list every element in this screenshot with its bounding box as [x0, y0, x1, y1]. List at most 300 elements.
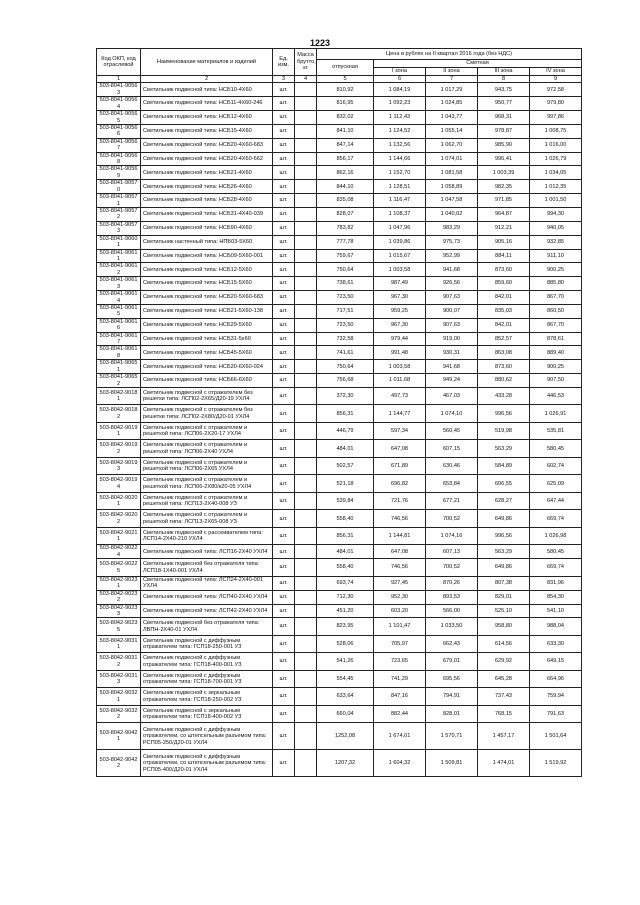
row-unit: шт. — [273, 576, 295, 590]
row-price: 889,40 — [530, 346, 582, 360]
row-unit: шт. — [273, 618, 295, 636]
row-unit: шт. — [273, 422, 295, 440]
row-price: 1 674,01 — [374, 723, 426, 750]
row-price: 1 074,01 — [426, 152, 478, 166]
row-name: Светильник подвесной с отражателем и решеткой типа: ЛСП13-2Х40-008 УЗ — [141, 492, 273, 510]
row-code: 503-8041-90618 — [97, 346, 141, 360]
row-price: 823,95 — [317, 618, 374, 636]
row-price: 1 033,50 — [426, 618, 478, 636]
table-row — [97, 235, 582, 249]
row-code: 503-8041-90615 — [97, 304, 141, 318]
row-price: 996,56 — [478, 527, 530, 545]
table-row — [97, 527, 582, 545]
row-unit: шт. — [273, 111, 295, 125]
row-code: 503-8042-90182 — [97, 405, 141, 423]
row-price: 519,98 — [478, 422, 530, 440]
row-price: 835,08 — [317, 194, 374, 208]
table-row — [97, 332, 582, 346]
row-price: 856,31 — [317, 527, 374, 545]
row-unit: шт. — [273, 291, 295, 305]
column-number-row — [97, 76, 582, 83]
row-price: 972,58 — [530, 83, 582, 97]
row-unit: шт. — [273, 360, 295, 374]
table-row — [97, 208, 582, 222]
table-row — [97, 180, 582, 194]
row-mass — [295, 360, 317, 374]
row-price: 647,08 — [374, 545, 426, 559]
row-unit: шт. — [273, 670, 295, 688]
row-price: 893,53 — [426, 590, 478, 604]
row-price: 497,73 — [374, 387, 426, 405]
row-price: 1 047,58 — [426, 194, 478, 208]
row-price: 558,40 — [317, 510, 374, 528]
row-unit: шт. — [273, 688, 295, 706]
row-price: 832,02 — [317, 111, 374, 125]
row-price: 560,45 — [426, 422, 478, 440]
table-row — [97, 111, 582, 125]
row-mass — [295, 97, 317, 111]
row-price: 882,44 — [374, 705, 426, 723]
row-unit: шт. — [273, 440, 295, 458]
row-name: Светильник подвесной с зеркальным отражателем типа: ГСП18-250-002 УЗ — [141, 688, 273, 706]
row-price: 996,56 — [478, 405, 530, 423]
row-code: 503-8042-90421 — [97, 723, 141, 750]
row-code: 503-8042-90322 — [97, 705, 141, 723]
row-name: Светильник подвесной с диффузным отражателем типа: ГСП18-250-001 УЗ — [141, 635, 273, 653]
row-code: 503-8041-90616 — [97, 318, 141, 332]
row-mass — [295, 475, 317, 493]
table-row — [97, 194, 582, 208]
column-number: 2 — [141, 76, 273, 83]
row-name: Светильник подвесной типа: ЛСП42-2Х40 УХЛ4 — [141, 604, 273, 618]
row-code: 503-8042-90224 — [97, 545, 141, 559]
row-price: 994,30 — [530, 208, 582, 222]
row-price: 525,10 — [478, 604, 530, 618]
row-price: 1 026,98 — [530, 527, 582, 545]
row-mass — [295, 510, 317, 528]
row-price: 1 519,92 — [530, 750, 582, 777]
row-price: 1 570,71 — [426, 723, 478, 750]
row-name: Светильник подвесной с отражателем и решеткой типа: ЛСП06-2Х65 УХЛ4 — [141, 457, 273, 475]
row-price: 967,30 — [374, 291, 426, 305]
row-unit: шт. — [273, 405, 295, 423]
row-price: 996,41 — [478, 152, 530, 166]
row-price: 1 501,64 — [530, 723, 582, 750]
header-zone-1: I зона — [374, 68, 426, 76]
row-price: 750,64 — [317, 360, 374, 374]
row-name: Светильник подвесной с отражателем и решеткой типа: ЛСП06-2Х40 УХЛ4 — [141, 440, 273, 458]
row-price: 856,31 — [317, 405, 374, 423]
row-mass — [295, 166, 317, 180]
row-price: 607,15 — [426, 440, 478, 458]
row-price: 541,26 — [317, 653, 374, 671]
row-price: 907,50 — [530, 374, 582, 388]
row-price: 979,44 — [374, 332, 426, 346]
row-price: 723,50 — [317, 291, 374, 305]
row-mass — [295, 492, 317, 510]
row-price: 859,60 — [478, 277, 530, 291]
row-name: Светильник подвесной с отражателем без решетки типа: ЛСП02-2Х65/Д20-19 УХЛ4 — [141, 387, 273, 405]
row-price: 1 016,00 — [530, 138, 582, 152]
row-price: 911,10 — [530, 249, 582, 263]
row-mass — [295, 604, 317, 618]
row-mass — [295, 291, 317, 305]
row-price: 1 101,47 — [374, 618, 426, 636]
row-price: 828,01 — [426, 705, 478, 723]
row-price: 900,25 — [530, 360, 582, 374]
row-unit: шт. — [273, 653, 295, 671]
table-row — [97, 440, 582, 458]
row-price: 433,28 — [478, 387, 530, 405]
row-price: 952,30 — [374, 590, 426, 604]
row-name: Светильник подвесной типа: НСБ20-5Х60-683 — [141, 291, 273, 305]
row-price: 750,64 — [317, 263, 374, 277]
row-mass — [295, 545, 317, 559]
header-name: Наименование материалов и изделий — [141, 49, 273, 76]
row-price: 971,85 — [478, 194, 530, 208]
row-price: 1 474,01 — [478, 750, 530, 777]
row-mass — [295, 235, 317, 249]
row-price: 1 108,37 — [374, 208, 426, 222]
row-mass — [295, 457, 317, 475]
row-name: Светильник подвесной с зеркальным отражателем типа: ГСП18-400-002 УЗ — [141, 705, 273, 723]
row-name: Светильник подвесной типа: НСБ26-4Х60 — [141, 180, 273, 194]
row-mass — [295, 590, 317, 604]
table-row — [97, 221, 582, 235]
row-mass — [295, 152, 317, 166]
row-code: 503-8042-90181 — [97, 387, 141, 405]
row-name: Светильник подвесной типа: НСБ28-4Х60 — [141, 194, 273, 208]
row-code: 503-8042-90313 — [97, 670, 141, 688]
row-price: 539,84 — [317, 492, 374, 510]
row-price: 927,45 — [374, 576, 426, 590]
row-unit: шт. — [273, 249, 295, 263]
row-mass — [295, 422, 317, 440]
row-code: 503-8041-90601 — [97, 235, 141, 249]
row-price: 558,40 — [317, 559, 374, 577]
row-price: 1 144,66 — [374, 152, 426, 166]
row-price: 671,89 — [374, 457, 426, 475]
row-mass — [295, 723, 317, 750]
row-unit: шт. — [273, 180, 295, 194]
row-price: 606,55 — [478, 475, 530, 493]
row-name: Светильник подвесной типа: НСБ90-4Х60 — [141, 221, 273, 235]
row-price: 528,06 — [317, 635, 374, 653]
row-price: 852,57 — [478, 332, 530, 346]
row-code: 503-8041-90566 — [97, 124, 141, 138]
row-code: 503-8041-90614 — [97, 291, 141, 305]
row-price: 1 144,81 — [374, 527, 426, 545]
row-price: 1 003,39 — [478, 166, 530, 180]
row-price: 1 081,58 — [426, 166, 478, 180]
column-number: 3 — [273, 76, 295, 83]
row-mass — [295, 750, 317, 777]
row-unit: шт. — [273, 304, 295, 318]
row-price: 1 112,43 — [374, 111, 426, 125]
table-row — [97, 618, 582, 636]
row-mass — [295, 263, 317, 277]
row-price: 633,64 — [317, 688, 374, 706]
row-price: 878,61 — [530, 332, 582, 346]
row-price: 580,45 — [530, 440, 582, 458]
row-mass — [295, 653, 317, 671]
row-price: 988,04 — [530, 618, 582, 636]
row-price: 919,00 — [426, 332, 478, 346]
row-price: 1 062,70 — [426, 138, 478, 152]
row-mass — [295, 618, 317, 636]
table-row — [97, 590, 582, 604]
row-mass — [295, 527, 317, 545]
row-price: 870,26 — [426, 576, 478, 590]
row-price: 987,49 — [374, 277, 426, 291]
column-number: 4 — [295, 76, 317, 83]
row-price: 941,68 — [426, 360, 478, 374]
row-name: Светильник подвесной с диффузным отражателем типа: ГСП18-400-001 УЗ — [141, 653, 273, 671]
header-mass: Масса брутто, кг — [295, 49, 317, 76]
header-zone-2: II зона — [426, 68, 478, 76]
row-price: 842,01 — [478, 318, 530, 332]
row-price: 885,80 — [530, 277, 582, 291]
row-mass — [295, 576, 317, 590]
row-mass — [295, 180, 317, 194]
row-price: 975,73 — [426, 235, 478, 249]
row-mass — [295, 111, 317, 125]
column-number: 8 — [478, 76, 530, 83]
row-unit: шт. — [273, 124, 295, 138]
row-name: Светильник подвесной с отражателем и решеткой типа: ЛСП06-2Х80/к20-05 УХЛ4 — [141, 475, 273, 493]
row-unit: шт. — [273, 166, 295, 180]
row-code: 503-8042-90233 — [97, 604, 141, 618]
table-row — [97, 83, 582, 97]
row-unit: шт. — [273, 705, 295, 723]
table-row — [97, 360, 582, 374]
row-price: 649,15 — [530, 653, 582, 671]
row-price: 810,92 — [317, 83, 374, 97]
row-name: Светильник подвесной типа: НСБ31-4Х40-039 — [141, 208, 273, 222]
row-price: 842,01 — [478, 291, 530, 305]
row-price: 959,25 — [374, 304, 426, 318]
row-price: 732,58 — [317, 332, 374, 346]
row-code: 503-8042-90193 — [97, 457, 141, 475]
row-price: 603,20 — [374, 604, 426, 618]
row-name: Светильник подвесной без отражателя типа: ЛСП18-1Х40-001 УХЛ4 — [141, 559, 273, 577]
row-unit: шт. — [273, 635, 295, 653]
price-table — [96, 48, 582, 777]
row-price: 997,86 — [530, 111, 582, 125]
row-price: 940,05 — [530, 221, 582, 235]
row-price: 1 024,85 — [426, 97, 478, 111]
row-unit: шт. — [273, 492, 295, 510]
row-price: 679,01 — [426, 653, 478, 671]
row-mass — [295, 688, 317, 706]
row-code: 503-8042-90312 — [97, 653, 141, 671]
row-price: 958,80 — [478, 618, 530, 636]
row-price: 873,60 — [478, 360, 530, 374]
row-price: 660,04 — [317, 705, 374, 723]
row-code: 503-8041-90617 — [97, 332, 141, 346]
row-unit: шт. — [273, 138, 295, 152]
row-code: 503-8041-90611 — [97, 249, 141, 263]
row-price: 991,48 — [374, 346, 426, 360]
row-unit: шт. — [273, 750, 295, 777]
row-price: 737,43 — [478, 688, 530, 706]
table-row — [97, 559, 582, 577]
row-price: 521,18 — [317, 475, 374, 493]
table-row — [97, 124, 582, 138]
row-name: Светильник подвесной с рассеивателем типа: ЛСП14-2Х40-210 УХЛ4 — [141, 527, 273, 545]
row-price: 1 015,67 — [374, 249, 426, 263]
row-price: 700,52 — [426, 510, 478, 528]
row-price: 1 084,19 — [374, 83, 426, 97]
row-price: 854,30 — [530, 590, 582, 604]
row-mass — [295, 318, 317, 332]
row-price: 1 012,35 — [530, 180, 582, 194]
row-name: Светильник подвесной с отражателем и решеткой типа: ЛСП06-2Х20-17 УХЛ4 — [141, 422, 273, 440]
row-price: 696,82 — [374, 475, 426, 493]
row-price: 723,65 — [374, 653, 426, 671]
column-number: 7 — [426, 76, 478, 83]
row-price: 597,34 — [374, 422, 426, 440]
row-code: 503-8042-90422 — [97, 750, 141, 777]
row-name: Светильник подвесной типа: НСБ10-4Х60 — [141, 83, 273, 97]
row-price: 1 058,89 — [426, 180, 478, 194]
row-mass — [295, 332, 317, 346]
column-number: 1 — [97, 76, 141, 83]
row-price: 950,77 — [478, 97, 530, 111]
row-price: 1 001,50 — [530, 194, 582, 208]
row-price: 664,96 — [530, 670, 582, 688]
row-price: 841,10 — [317, 124, 374, 138]
row-name: Светильник подвесной без отражателя типа: ЛВПН-2Х40-01 УХЛ4 — [141, 618, 273, 636]
table-row — [97, 166, 582, 180]
table-row — [97, 475, 582, 493]
table-row — [97, 387, 582, 405]
row-name: Светильник подвесной типа: НСБ21-4Х60 — [141, 166, 273, 180]
row-name: Светильник подвесной типа: НСБ66-6Х60 — [141, 374, 273, 388]
row-price: 1 043,77 — [426, 111, 478, 125]
row-mass — [295, 124, 317, 138]
row-price: 941,68 — [426, 263, 478, 277]
row-price: 566,00 — [426, 604, 478, 618]
row-code: 503-8041-90563 — [97, 83, 141, 97]
row-price: 949,24 — [426, 374, 478, 388]
row-price: 446,79 — [317, 422, 374, 440]
row-price: 930,31 — [426, 346, 478, 360]
row-code: 503-8042-90231 — [97, 576, 141, 590]
row-price: 943,75 — [478, 83, 530, 97]
row-price: 647,44 — [530, 492, 582, 510]
header-zone-4: IV зона — [530, 68, 582, 76]
row-name: Светильник подвесной типа: ЛСП16-2Х40 УХЛ4 — [141, 545, 273, 559]
row-price: 912,21 — [478, 221, 530, 235]
row-mass — [295, 194, 317, 208]
table-row — [97, 405, 582, 423]
table-row — [97, 750, 582, 777]
row-name: Светильник подвесной с диффузным отражателем, со штепсельным разъемом типа: РСП05-250/Д20-01 УХЛ4 — [141, 723, 273, 750]
row-price: 633,30 — [530, 635, 582, 653]
row-price: 1 509,81 — [426, 750, 478, 777]
row-code: 503-8042-90202 — [97, 510, 141, 528]
table-row — [97, 249, 582, 263]
row-price: 1 604,32 — [374, 750, 426, 777]
row-name: Светильник подвесной с диффузным отражателем типа: ГСП18-700-001 УЗ — [141, 670, 273, 688]
row-price: 1 011,68 — [374, 374, 426, 388]
row-price: 669,74 — [530, 510, 582, 528]
table-row — [97, 510, 582, 528]
row-unit: шт. — [273, 527, 295, 545]
row-mass — [295, 387, 317, 405]
row-price: 759,67 — [317, 249, 374, 263]
row-unit: шт. — [273, 346, 295, 360]
row-code: 503-8041-90571 — [97, 194, 141, 208]
row-unit: шт. — [273, 194, 295, 208]
table-row — [97, 318, 582, 332]
row-price: 884,11 — [478, 249, 530, 263]
row-unit: шт. — [273, 152, 295, 166]
row-name: Светильник подвесной типа: НСБ45-5Х60 — [141, 346, 273, 360]
row-price: 1 008,75 — [530, 124, 582, 138]
row-mass — [295, 138, 317, 152]
row-price: 932,85 — [530, 235, 582, 249]
table-row — [97, 576, 582, 590]
header-zone-3: III зона — [478, 68, 530, 76]
row-code: 503-8041-90573 — [97, 221, 141, 235]
row-unit: шт. — [273, 475, 295, 493]
table-row — [97, 545, 582, 559]
row-price: 867,70 — [530, 291, 582, 305]
row-unit: шт. — [273, 559, 295, 577]
row-code: 503-8041-90651 — [97, 360, 141, 374]
row-price: 563,29 — [478, 545, 530, 559]
row-price: 541,10 — [530, 604, 582, 618]
row-unit: шт. — [273, 723, 295, 750]
row-price: 563,29 — [478, 440, 530, 458]
row-name: Светильник подвесной типа: ЛСП24-2Х40-001 УХЛ4 — [141, 576, 273, 590]
row-code: 503-8041-90567 — [97, 138, 141, 152]
header-price-group: Цена в рублях на II квартал 2016 года (без НДС) — [317, 49, 582, 60]
row-price: 372,30 — [317, 387, 374, 405]
row-price: 746,56 — [374, 559, 426, 577]
row-price: 829,01 — [478, 590, 530, 604]
row-price: 967,30 — [374, 318, 426, 332]
row-code: 503-8041-90570 — [97, 180, 141, 194]
row-name: Светильник подвесной типа: ЛСП40-2Х40 УХЛ4 — [141, 590, 273, 604]
row-price: 1 132,56 — [374, 138, 426, 152]
row-price: 880,62 — [478, 374, 530, 388]
row-price: 768,15 — [478, 705, 530, 723]
row-unit: шт. — [273, 332, 295, 346]
page-number: 1223 — [309, 38, 331, 48]
row-name: Светильник подвесной типа: НСБ12-5Х60 — [141, 263, 273, 277]
row-price: 847,14 — [317, 138, 374, 152]
row-price: 484,01 — [317, 545, 374, 559]
row-code: 503-8042-90211 — [97, 527, 141, 545]
row-price: 712,30 — [317, 590, 374, 604]
row-price: 777,78 — [317, 235, 374, 249]
row-code: 503-8041-90613 — [97, 277, 141, 291]
table-row — [97, 304, 582, 318]
table-row — [97, 492, 582, 510]
row-name: Светильник подвесной типа: НСБ11-4Х60-246 — [141, 97, 273, 111]
table-row — [97, 705, 582, 723]
row-mass — [295, 346, 317, 360]
row-price: 847,16 — [374, 688, 426, 706]
table-row — [97, 422, 582, 440]
row-price: 900,25 — [530, 263, 582, 277]
row-name: Светильник подвесной типа: НСБ20-6Х60-024 — [141, 360, 273, 374]
row-price: 1 039,86 — [374, 235, 426, 249]
row-price: 1 144,77 — [374, 405, 426, 423]
